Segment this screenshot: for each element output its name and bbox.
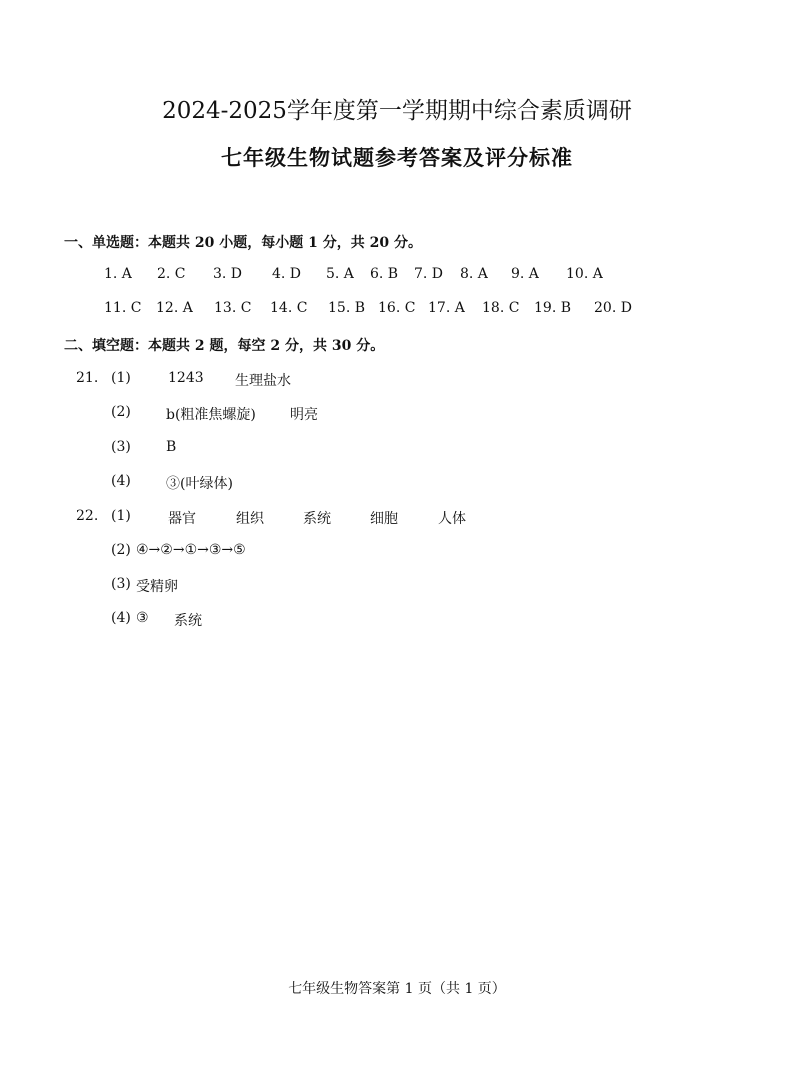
mc-answer: 4. D: [272, 266, 302, 282]
mc-answer: 14. C: [270, 300, 308, 316]
mc-answer: 17. A: [428, 300, 465, 316]
mc-answer: 3. D: [213, 266, 243, 282]
q21-part-2-answer-1: b(粗准焦螺旋): [166, 407, 256, 423]
document-title: 2024-2025学年度第一学期期中综合素质调研: [162, 98, 632, 124]
q21-part-3-answer-1: B: [166, 439, 177, 455]
mc-answer: 12. A: [156, 300, 193, 316]
mc-answer: 11. C: [104, 300, 142, 316]
q21-part-4-answer-1: ③(叶绿体): [166, 476, 233, 492]
q21-part-3-label: (3): [111, 439, 131, 455]
q21-part-1-answer-2: 生理盐水: [235, 373, 291, 389]
q21-part-1-label: (1): [111, 370, 131, 386]
q22-part-4-answer-2: 系统: [174, 613, 202, 629]
mc-answer: 9. A: [511, 266, 539, 282]
q21-part-2-answer-2: 明亮: [290, 407, 318, 423]
q21-part-2-label: (2): [111, 404, 131, 420]
q22-part-3-label: (3): [111, 576, 131, 592]
q22-part-2-answer-1: ④→②→①→③→⑤: [136, 542, 246, 558]
page-footer: 七年级生物答案第 1 页（共 1 页）: [288, 981, 506, 997]
mc-answer: 1. A: [104, 266, 132, 282]
document-subtitle: 七年级生物试题参考答案及评分标准: [221, 145, 573, 170]
section-heading-fill-blank: 二、填空题：本题共 2 题，每空 2 分，共 30 分。: [64, 338, 385, 354]
section-heading-single-choice: 一、单选题：本题共 20 小题，每小题 1 分，共 20 分。: [64, 235, 422, 251]
q22-part-4-label: (4): [111, 610, 131, 626]
mc-answer: 20. D: [594, 300, 632, 316]
q21-part-4-label: (4): [111, 473, 131, 489]
q22-part-2-label: (2): [111, 542, 131, 558]
q21-part-1-answer-1: 1243: [168, 370, 204, 386]
mc-answer: 15. B: [328, 300, 366, 316]
q22-part-1-answer: 人体: [438, 511, 466, 527]
q22-part-1-answer: 组织: [236, 511, 264, 527]
mc-answer: 18. C: [482, 300, 520, 316]
question-number-22: 22.: [76, 508, 99, 524]
q22-part-4-answer-1: ③: [136, 610, 149, 626]
q22-part-1-answer: 系统: [303, 511, 331, 527]
q22-part-1-answer: 器官: [168, 511, 196, 527]
mc-answer: 5. A: [326, 266, 354, 282]
mc-answer: 6. B: [370, 266, 399, 282]
q22-part-1-answer: 细胞: [370, 511, 398, 527]
q22-part-1-label: (1): [111, 508, 131, 524]
q22-part-3-answer-1: 受精卵: [136, 579, 178, 595]
mc-answer: 19. B: [534, 300, 572, 316]
question-number-21: 21.: [76, 370, 99, 386]
mc-answer: 7. D: [414, 266, 444, 282]
mc-answer: 10. A: [566, 266, 603, 282]
mc-answer: 13. C: [214, 300, 252, 316]
mc-answer: 2. C: [157, 266, 186, 282]
mc-answer: 16. C: [378, 300, 416, 316]
mc-answer: 8. A: [460, 266, 488, 282]
